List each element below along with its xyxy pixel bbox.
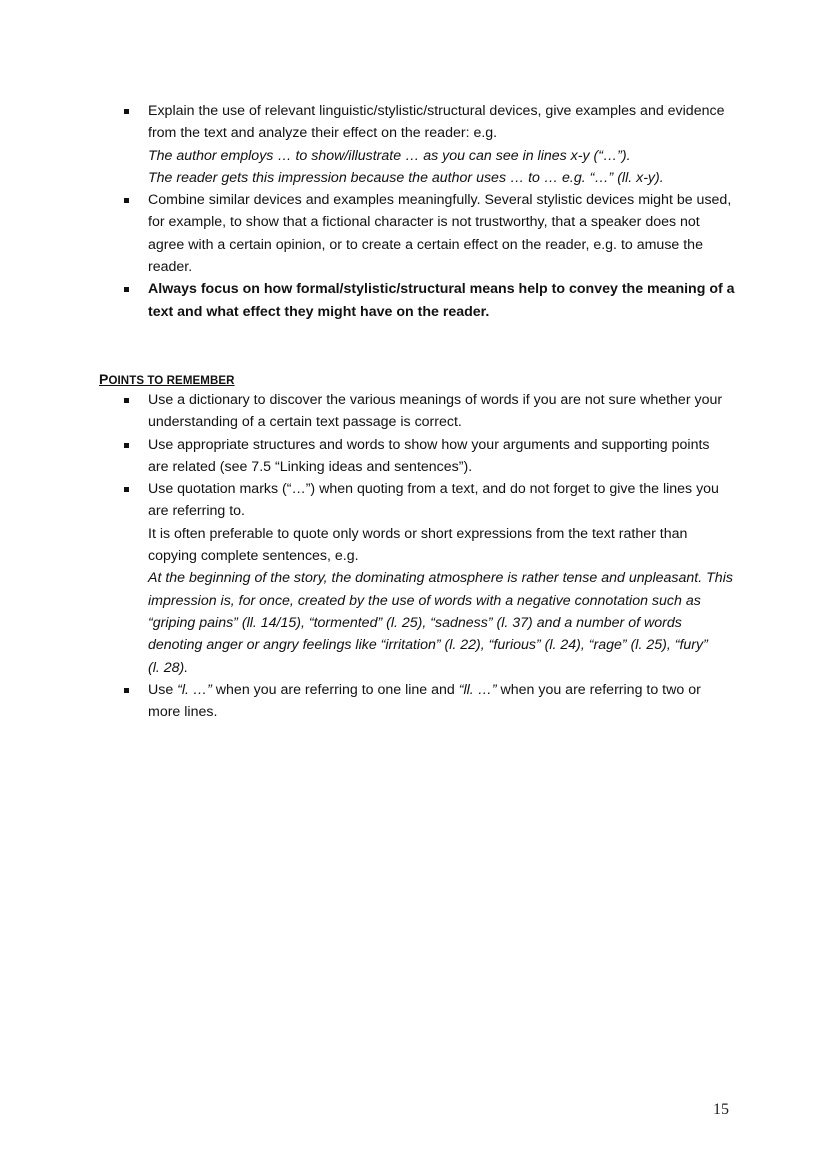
list-item: Use “l. …” when you are referring to one line and “ll. …” when you are referring to two or more lines. [120,679,732,724]
example-sentence: At the beginning of the story, the dominating atmosphere is rather tense and unpleasant. This [148,570,733,587]
square-bullet-icon [124,398,129,403]
example-sentence: “griping pains” (ll. 14/15), “tormented” (l. 25), “sadness” (l. 37) and a number of words [148,614,682,631]
example-sentence: impression is, for once, created by the use of words with a negative connotation such as [148,592,701,609]
square-bullet-icon [124,287,129,292]
list-item: Use appropriate structures and words to show how your arguments and supporting points are related (see 7.5 “Linking ideas and sentences”). [120,434,732,479]
square-bullet-icon [124,198,129,203]
points-to-remember-list [120,389,732,723]
list-item: Always focus on how formal/stylistic/structural means help to convey the meaning of a text and what effect they might have on the reader. [120,278,732,323]
list-item: Use a dictionary to discover the various meanings of words if you are not sure whether your understanding of a certain text passage is correct. [120,389,732,434]
page-number: 15 [713,1101,729,1118]
list-item: Use quotation marks (“…”) when quoting from a text, and do not forget to give the lines you are referring to. It is often preferable to quote only words or short expressions from the text rather than copying complete sentences, e.g. At the beginning of the story, the dominating atmosphere is rather tense and unpleasant. This impression is, for once, created by the use of words with a negative connotation such as “griping pains” (ll. 14/15), “tormented” (l. 25), “sadness” (l. 37) and a number of words denoting anger or angry feelings like “irritation” (l. 22), “furious” (l. 24), “rage” (l. 25), “fury” (l. 28). [120,478,732,679]
square-bullet-icon [124,443,129,448]
list-item: Combine similar devices and examples meaningfully. Several stylistic devices might be used, for example, to show that a fictional character is not trustworthy, that a speaker does not agree with a certain opinion, or to create a certain effect on the reader, e.g. to amuse the reader. [120,189,732,278]
example-sentence: The author employs … to show/illustrate … as you can see in lines x-y (“…”). [148,147,631,164]
square-bullet-icon [124,109,129,114]
example-sentence: denoting anger or angry feelings like “irritation” (l. 22), “furious” (l. 24), “rage” (l. 25), “fury” [148,637,708,654]
list-item: Explain the use of relevant linguistic/stylistic/structural devices, give examples and evidence from the text and analyze their effect on the reader: e.g. The author employs … to show/illustrate … as you can see in lines x-y (“…”). The reader gets this impression because the author uses … to … e.g. “…” (ll. x-y). [120,100,732,189]
example-sentence: The reader gets this impression because the author uses … to … e.g. “…” (ll. x-y). [148,169,664,186]
analysis-guidelines-list [120,100,735,323]
example-sentence: (l. 28). [148,659,189,676]
section-heading: POINTS TO REMEMBER [99,371,235,387]
square-bullet-icon [124,487,129,492]
square-bullet-icon [124,688,129,693]
